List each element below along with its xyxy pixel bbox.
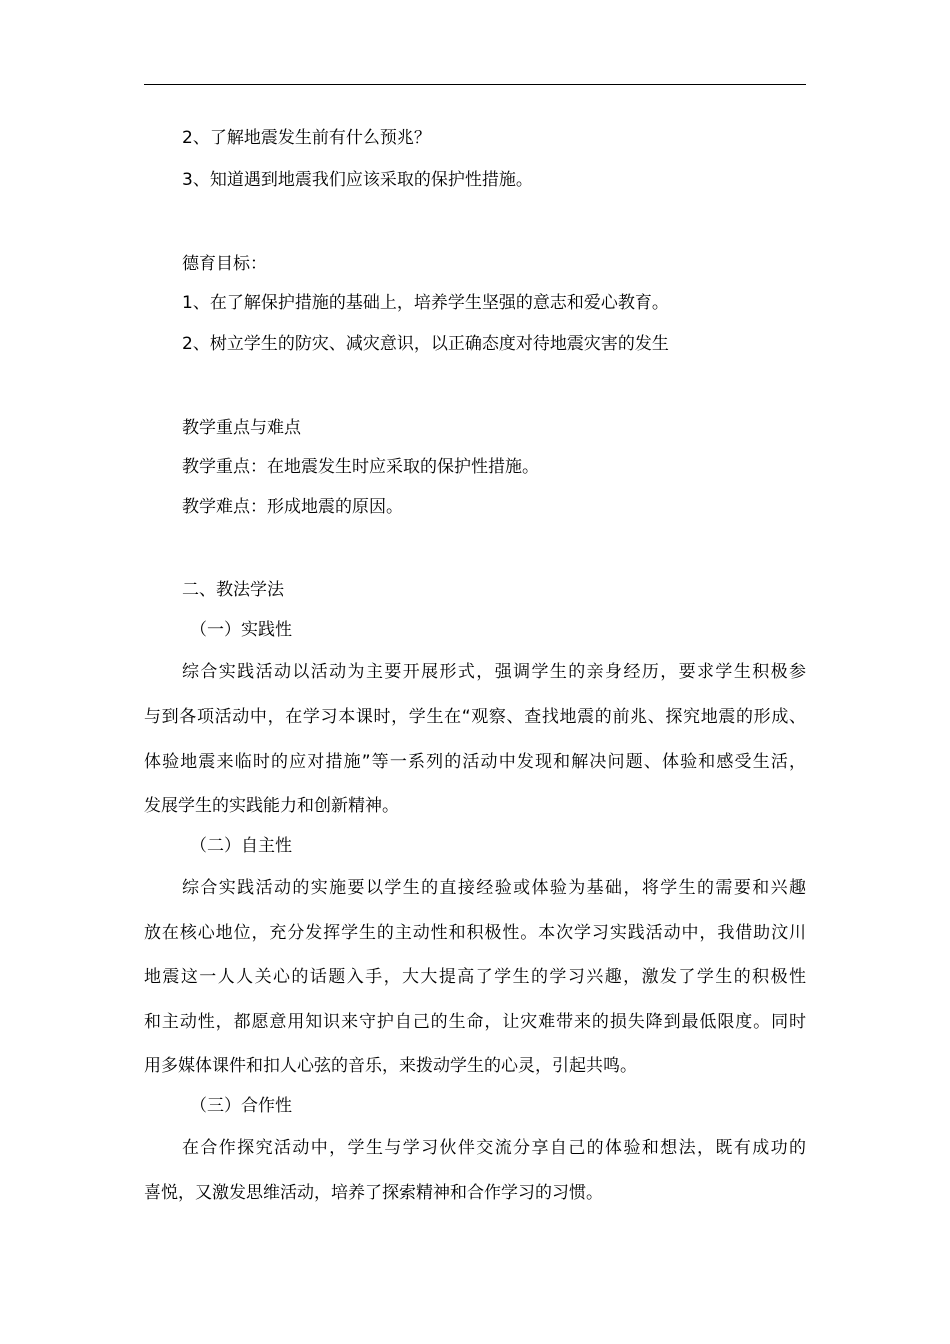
objective-item-3: 3、知道遇到地震我们应该采取的保护性措施。	[182, 170, 533, 190]
practice-paragraph-line: 与到各项活动中，在学习本课时，学生在“观察、查找地震的前兆、探究地震的形成、	[144, 707, 806, 727]
moral-item-2: 2、树立学生的防灾、减灾意识，以正确态度对待地震灾害的发生	[182, 334, 669, 354]
autonomy-paragraph-line: 和主动性，都愿意用知识来守护自己的生命，让灾难带来的损失降到最低限度。同时	[144, 1012, 806, 1032]
autonomy-paragraph-line: 放在核心地位，充分发挥学生的主动性和积极性。本次学习实践活动中，我借助汶川	[144, 923, 806, 943]
teaching-focus: 教学重点：在地震发生时应采取的保护性措施。	[182, 457, 539, 477]
cooperation-paragraph-line: 在合作探究活动中，学生与学习伙伴交流分享自己的体验和想法，既有成功的	[182, 1138, 806, 1158]
practice-paragraph-line: 发展学生的实践能力和创新精神。	[144, 796, 399, 816]
practice-paragraph-line: 体验地震来临时的应对措施”等一系列的活动中发现和解决问题、体验和感受生活，	[144, 752, 806, 772]
autonomy-paragraph-line: 用多媒体课件和扣人心弦的音乐，来拨动学生的心灵，引起共鸣。	[144, 1056, 637, 1076]
autonomy-paragraph-line: 综合实践活动的实施要以学生的直接经验或体验为基础，将学生的需要和兴趣	[182, 878, 806, 898]
cooperation-paragraph-line: 喜悦，又激发思维活动，培养了探索精神和合作学习的习惯。	[144, 1183, 603, 1203]
key-points-title: 教学重点与难点	[182, 418, 301, 438]
practice-heading: （一）实践性	[190, 620, 292, 640]
methods-title: 二、教法学法	[182, 580, 284, 600]
objective-item-2: 2、了解地震发生前有什么预兆？	[182, 128, 431, 148]
teaching-difficulty: 教学难点：形成地震的原因。	[182, 497, 403, 517]
cooperation-heading: （三）合作性	[190, 1096, 292, 1116]
moral-item-1: 1、在了解保护措施的基础上，培养学生坚强的意志和爱心教育。	[182, 293, 669, 313]
header-rule	[144, 84, 806, 85]
autonomy-paragraph-line: 地震这一人人关心的话题入手，大大提高了学生的学习兴趣，激发了学生的积极性	[144, 967, 806, 987]
moral-objectives-title: 德育目标：	[182, 254, 267, 274]
practice-paragraph-line: 综合实践活动以活动为主要开展形式，强调学生的亲身经历，要求学生积极参	[182, 662, 806, 682]
autonomy-heading: （二）自主性	[190, 836, 292, 856]
